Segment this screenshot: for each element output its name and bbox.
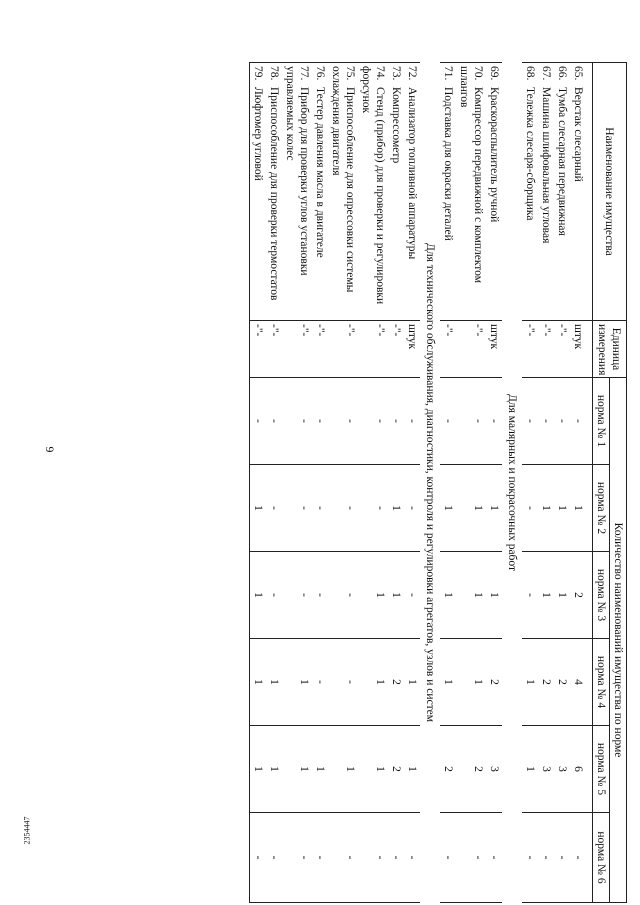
header-norm-1: норма № 1	[593, 378, 610, 465]
item-name-cell	[570, 63, 586, 321]
norm-1-value: -	[456, 378, 486, 465]
table-row	[388, 63, 404, 903]
item-name-cell	[522, 63, 538, 321]
norm-2-value: 1	[456, 465, 486, 552]
norm-4-value: 1	[250, 639, 267, 726]
item-number: 72.	[406, 66, 418, 81]
norm-6-value: -	[328, 813, 358, 903]
item-unit: -"-	[440, 321, 456, 378]
norm-6-value: -	[404, 813, 420, 903]
table-row	[358, 63, 388, 903]
item-number: 71.	[442, 66, 454, 81]
item-number: 73.	[390, 66, 402, 81]
section-title-painting: Для малярных и покрасочных работ	[506, 394, 518, 572]
item-name: Стенд (прибор) для проверки и регулировки форсунок	[360, 66, 386, 305]
item-unit: штук	[404, 321, 420, 378]
item-name: Краскораспылитель ручной	[488, 87, 500, 223]
item-name-cell	[440, 63, 456, 321]
norm-1-value: -	[554, 378, 570, 465]
table-row	[266, 63, 282, 903]
header-norm-6: норма № 6	[593, 813, 610, 903]
norm-6-value: -	[570, 813, 586, 903]
item-name-cell	[538, 63, 554, 321]
norm-2-value: -	[404, 465, 420, 552]
norm-4-value: -	[328, 639, 358, 726]
norm-6-value: -	[456, 813, 486, 903]
norm-3-value: 2	[570, 552, 586, 639]
norm-4-value: 1	[266, 639, 282, 726]
norm-4-value: 2	[554, 639, 570, 726]
table-row	[328, 63, 358, 903]
item-name-cell	[388, 63, 404, 321]
norm-2-value: -	[312, 465, 328, 552]
norm-3-value: 1	[388, 552, 404, 639]
norm-6-value: -	[554, 813, 570, 903]
item-name-cell	[554, 63, 570, 321]
norm-5-value: 1	[404, 726, 420, 813]
norm-2-value: -	[328, 465, 358, 552]
item-name: Компрессор передвижной с комплектом шлангов	[458, 66, 484, 283]
norm-5-value: 2	[388, 726, 404, 813]
norm-4-value: 1	[404, 639, 420, 726]
norm-3-value: -	[266, 552, 282, 639]
norm-5-value: 1	[266, 726, 282, 813]
item-name-cell	[282, 63, 312, 321]
item-name: Подставка для окраски деталей	[442, 87, 454, 241]
header-unit: Единица измерения	[593, 321, 627, 378]
header-norm-2: норма № 2	[593, 465, 610, 552]
norm-1-value: -	[250, 378, 267, 465]
header-norm-4: норма № 4	[593, 639, 610, 726]
item-name: Приспособление для опрессовки системы охлаждения двигателя	[330, 66, 356, 293]
item-unit: -"-	[266, 321, 282, 378]
item-unit: -"-	[456, 321, 486, 378]
item-number: 70.	[472, 66, 484, 81]
item-number: 66.	[556, 66, 568, 81]
item-number: 79.	[252, 66, 264, 81]
norm-4-value: 1	[456, 639, 486, 726]
document-id: 2354447	[22, 816, 32, 845]
item-number: 67.	[540, 66, 552, 81]
norm-5-value: 1	[312, 726, 328, 813]
table-header	[593, 63, 627, 903]
item-name: Тестер давления масла в двигателе	[314, 87, 326, 258]
norm-2-value: 1	[554, 465, 570, 552]
norm-6-value: -	[250, 813, 267, 903]
norm-4-value: -	[312, 639, 328, 726]
item-unit: штук	[486, 321, 502, 378]
norm-1-value: -	[538, 378, 554, 465]
norm-3-value: 1	[538, 552, 554, 639]
item-number: 74.	[374, 66, 386, 81]
norm-6-value: -	[522, 813, 538, 903]
norm-4-value: 2	[486, 639, 502, 726]
norm-6-value: -	[266, 813, 282, 903]
norm-2-value: -	[358, 465, 388, 552]
norm-5-value: 1	[250, 726, 267, 813]
norm-3-value: -	[522, 552, 538, 639]
norm-3-value: 1	[250, 552, 267, 639]
table-row	[554, 63, 570, 903]
item-unit: -"-	[522, 321, 538, 378]
norm-5-value: 2	[440, 726, 456, 813]
norm-6-value: -	[486, 813, 502, 903]
item-name-cell	[404, 63, 420, 321]
item-number: 65.	[572, 66, 584, 81]
rotated-sheet	[52, 62, 627, 902]
norm-5-value: 1	[358, 726, 388, 813]
norm-6-value: -	[538, 813, 554, 903]
norm-6-value: -	[312, 813, 328, 903]
section-title-maintenance: Для технического обслуживания, диагностики, контроля и регулировки агрегатов, узлов и систем	[424, 243, 436, 723]
norm-6-value: -	[388, 813, 404, 903]
norm-4-value: 4	[570, 639, 586, 726]
norm-1-value: -	[522, 378, 538, 465]
item-name-cell	[486, 63, 502, 321]
norm-3-value: 1	[456, 552, 486, 639]
item-name: Приспособление для проверки термостатов	[268, 87, 280, 301]
item-unit: -"-	[358, 321, 388, 378]
norm-2-value: -	[522, 465, 538, 552]
norm-6-value: -	[282, 813, 312, 903]
norm-5-value: 1	[522, 726, 538, 813]
item-name-cell	[312, 63, 328, 321]
norm-5-value: 3	[486, 726, 502, 813]
table-row	[486, 63, 502, 903]
norm-4-value: 1	[440, 639, 456, 726]
norm-6-value: -	[440, 813, 456, 903]
property-table	[249, 62, 627, 903]
norm-3-value: 1	[440, 552, 456, 639]
norm-2-value: -	[282, 465, 312, 552]
item-name: Прибор для проверки углов установки управляемых колес	[284, 66, 310, 276]
item-name: Люфтомер угловой	[252, 87, 264, 181]
item-name-cell	[328, 63, 358, 321]
header-norm-3: норма № 3	[593, 552, 610, 639]
item-name-cell	[358, 63, 388, 321]
norm-3-value: -	[312, 552, 328, 639]
item-name: Тележка слесаря-сборщика	[524, 87, 536, 221]
norm-6-value: -	[358, 813, 388, 903]
item-unit: -"-	[388, 321, 404, 378]
table-row	[404, 63, 420, 903]
norm-4-value: 1	[358, 639, 388, 726]
table-row	[250, 63, 267, 903]
item-unit: -"-	[538, 321, 554, 378]
norm-2-value: 1	[440, 465, 456, 552]
item-unit: штук	[570, 321, 586, 378]
norm-2-value: 1	[486, 465, 502, 552]
item-number: 69.	[488, 66, 500, 81]
norm-4-value: 2	[538, 639, 554, 726]
item-name-cell	[266, 63, 282, 321]
norm-5-value: 2	[456, 726, 486, 813]
norm-1-value: -	[328, 378, 358, 465]
norm-3-value: -	[328, 552, 358, 639]
page-number: 6	[42, 446, 57, 453]
header-quantity: Количество наименований имущества по норме	[610, 378, 627, 903]
table-row	[282, 63, 312, 903]
norm-5-value: 3	[538, 726, 554, 813]
norm-4-value: 2	[388, 639, 404, 726]
item-name: Тумба слесарная передвижная	[556, 87, 568, 236]
norm-3-value: -	[404, 552, 420, 639]
norm-1-value: -	[570, 378, 586, 465]
item-unit: -"-	[328, 321, 358, 378]
norm-1-value: -	[486, 378, 502, 465]
item-number: 76.	[314, 66, 326, 81]
norm-2-value: 1	[388, 465, 404, 552]
norm-3-value: 1	[486, 552, 502, 639]
item-number: 78.	[268, 66, 280, 81]
table-body	[250, 63, 593, 903]
item-unit: -"-	[312, 321, 328, 378]
header-norm-5: норма № 5	[593, 726, 610, 813]
table-row	[522, 63, 538, 903]
item-name-cell	[250, 63, 267, 321]
item-name: Анализатор топливной аппаратуры	[406, 87, 418, 260]
norm-1-value: -	[440, 378, 456, 465]
section-row	[420, 63, 440, 903]
norm-1-value: -	[282, 378, 312, 465]
norm-5-value: 3	[554, 726, 570, 813]
norm-2-value: -	[266, 465, 282, 552]
section-row	[502, 63, 522, 903]
item-name: Компрессометр	[390, 87, 402, 164]
item-name-cell	[456, 63, 486, 321]
norm-1-value: -	[266, 378, 282, 465]
table-row	[538, 63, 554, 903]
norm-5-value: 6	[570, 726, 586, 813]
norm-5-value: 1	[282, 726, 312, 813]
header-name: Наименование имущества	[593, 63, 627, 321]
norm-3-value: 1	[554, 552, 570, 639]
norm-3-value: -	[282, 552, 312, 639]
item-number: 68.	[524, 66, 536, 81]
item-name: Машина шлифовальная угловая	[540, 87, 552, 244]
norm-4-value: 1	[282, 639, 312, 726]
item-name: Верстак слесарный	[572, 87, 584, 182]
norm-1-value: -	[388, 378, 404, 465]
norm-1-value: -	[312, 378, 328, 465]
norm-5-value: 1	[328, 726, 358, 813]
item-number: 77.	[298, 66, 310, 81]
table-row	[440, 63, 456, 903]
table-row	[312, 63, 328, 903]
item-unit: -"-	[554, 321, 570, 378]
table-row	[456, 63, 486, 903]
norm-1-value: -	[404, 378, 420, 465]
norm-2-value: 1	[538, 465, 554, 552]
norm-4-value: 1	[522, 639, 538, 726]
item-unit: -"-	[250, 321, 267, 378]
norm-2-value: 1	[250, 465, 267, 552]
norm-3-value: 1	[358, 552, 388, 639]
item-number: 75.	[344, 66, 356, 81]
norm-2-value: 1	[570, 465, 586, 552]
norm-1-value: -	[358, 378, 388, 465]
table-row	[570, 63, 586, 903]
item-unit: -"-	[282, 321, 312, 378]
